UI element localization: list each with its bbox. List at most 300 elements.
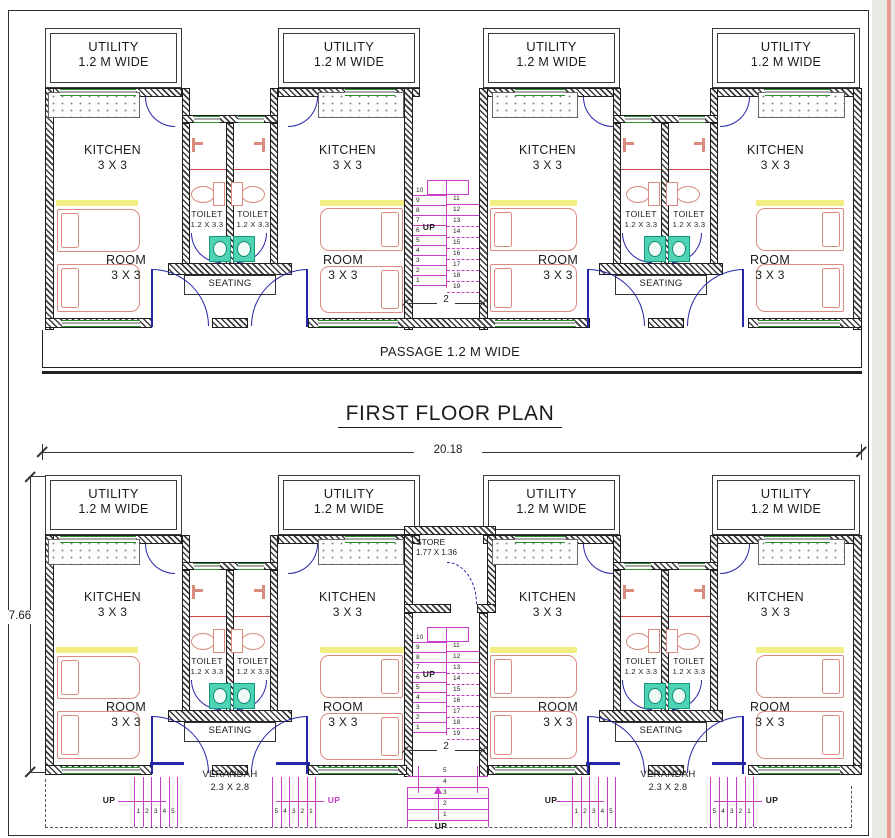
verandah-size-label bbox=[616, 782, 720, 794]
stair-step-line bbox=[413, 732, 447, 733]
room-label bbox=[312, 253, 374, 283]
stair-step-number: 8 bbox=[416, 207, 420, 214]
stair-step-line bbox=[413, 642, 447, 643]
window bbox=[62, 320, 140, 327]
stair-step-line bbox=[407, 809, 488, 810]
bed bbox=[320, 655, 403, 698]
verandah-size-label bbox=[178, 782, 282, 794]
bed bbox=[490, 208, 577, 251]
stair-step-line bbox=[447, 651, 479, 652]
stair-step-number: 13 bbox=[453, 217, 461, 224]
shelf bbox=[320, 647, 404, 653]
stair-step-number: 15 bbox=[453, 239, 461, 246]
stair-step-line bbox=[134, 777, 135, 827]
toilet-label bbox=[668, 655, 710, 677]
up-leader-line bbox=[118, 801, 166, 802]
stair-step-line bbox=[160, 777, 161, 827]
toilet-label bbox=[186, 655, 228, 677]
window bbox=[194, 563, 220, 570]
utility-name: UTILITY bbox=[526, 39, 577, 55]
stair-step-number: 3 bbox=[153, 807, 158, 815]
height-dim-line bbox=[30, 477, 31, 773]
toilet-size: 1.2 X 3.3 bbox=[672, 666, 706, 676]
page-edge bbox=[872, 0, 895, 838]
kitchen-name: KITCHEN bbox=[319, 589, 376, 604]
stair-flight-left bbox=[413, 633, 447, 733]
wc-toilet bbox=[676, 186, 700, 203]
wall bbox=[270, 123, 278, 265]
verandah-label bbox=[616, 769, 720, 781]
stair-step-number: 2 bbox=[416, 714, 420, 721]
wc-toilet bbox=[191, 633, 215, 650]
bed bbox=[756, 208, 844, 251]
stair-step-line bbox=[298, 777, 299, 827]
pillow bbox=[61, 268, 79, 308]
room-name: ROOM bbox=[537, 252, 579, 267]
stair-up-label: UP bbox=[422, 669, 436, 679]
stair-step-number: 5 bbox=[416, 684, 420, 691]
stair-step-line bbox=[589, 777, 590, 827]
kitchen-label bbox=[55, 589, 170, 621]
stair-step-line bbox=[151, 777, 152, 827]
kitchen-size: 3 X 3 bbox=[332, 605, 363, 620]
stair-step-number: 1 bbox=[416, 724, 420, 731]
seating-name: SEATING bbox=[208, 278, 252, 290]
kitchen-label bbox=[718, 142, 833, 174]
stair-step-number: 14 bbox=[453, 228, 461, 235]
stair-step-number: 3 bbox=[591, 807, 596, 815]
seating-label bbox=[184, 725, 276, 737]
seating-name: SEATING bbox=[639, 725, 683, 737]
kitchen-name: KITCHEN bbox=[519, 589, 576, 604]
stair-step-number: 2 bbox=[583, 807, 587, 815]
shower-tap bbox=[262, 585, 265, 599]
window bbox=[318, 320, 398, 327]
stair-step-line bbox=[169, 777, 170, 827]
wall bbox=[182, 123, 190, 265]
room-label bbox=[739, 700, 801, 730]
kitchen-name: KITCHEN bbox=[319, 142, 376, 157]
stair-width-dim: 2 bbox=[437, 294, 455, 307]
utility-name: UTILITY bbox=[760, 39, 812, 55]
room-size: 3 X 3 bbox=[111, 715, 141, 730]
stair-step-line bbox=[447, 248, 479, 249]
stair-flight-left bbox=[413, 186, 447, 286]
toilet-size: 1.2 X 3.3 bbox=[190, 219, 224, 229]
wall bbox=[45, 88, 54, 330]
stair-step-number: 17 bbox=[453, 708, 461, 715]
verandah-door-bar bbox=[276, 762, 310, 765]
shelf bbox=[490, 647, 577, 653]
bed bbox=[756, 655, 844, 698]
stair-step-number: 5 bbox=[274, 807, 279, 815]
stair-step-number: 1 bbox=[443, 811, 447, 818]
stair-step-number: 5 bbox=[416, 237, 420, 244]
stair-step-number: 10 bbox=[416, 634, 424, 641]
stair-step-line bbox=[447, 270, 479, 271]
toilet-name: TOILET bbox=[237, 209, 269, 219]
room-size: 3 X 3 bbox=[111, 268, 141, 283]
stair-step-line bbox=[572, 777, 573, 827]
window bbox=[515, 89, 565, 96]
utility-label bbox=[483, 38, 620, 72]
stair-step-number: 7 bbox=[416, 217, 420, 224]
stair-step-number: 1 bbox=[136, 807, 141, 815]
pillow bbox=[61, 715, 79, 755]
pillow bbox=[61, 660, 79, 695]
room-label bbox=[95, 700, 157, 730]
washbasin bbox=[209, 236, 231, 262]
shower-tap bbox=[192, 138, 195, 152]
kitchen-label bbox=[718, 589, 833, 621]
toilet-name: TOILET bbox=[191, 656, 223, 666]
stair-step-number: 3 bbox=[416, 704, 420, 711]
washbasin bbox=[644, 683, 666, 709]
pillow bbox=[822, 212, 840, 247]
stair-step-number: 2 bbox=[738, 807, 743, 815]
toilet-size: 1.2 X 3.3 bbox=[672, 219, 706, 229]
room-label bbox=[95, 253, 157, 283]
window bbox=[60, 89, 136, 96]
entrance-stair-edge bbox=[477, 766, 478, 793]
window bbox=[515, 536, 565, 543]
shelf bbox=[756, 200, 844, 206]
stair-step-line bbox=[447, 215, 479, 216]
shower-tap bbox=[702, 138, 705, 152]
kitchen-size: 3 X 3 bbox=[532, 158, 563, 173]
pillow bbox=[381, 212, 399, 247]
stair-step-line bbox=[413, 722, 447, 723]
toilet-label bbox=[668, 208, 710, 230]
room-name: ROOM bbox=[749, 252, 791, 267]
stair-step-line bbox=[447, 717, 479, 718]
window bbox=[238, 116, 264, 123]
kitchen-name: KITCHEN bbox=[519, 142, 576, 157]
entrance-stair-edge bbox=[418, 766, 419, 793]
stair-step-number: 2 bbox=[300, 807, 305, 815]
stair-step-number: 12 bbox=[453, 653, 461, 660]
passage-edge bbox=[42, 330, 43, 368]
stair-step-number: 3 bbox=[729, 807, 734, 815]
store-wall bbox=[404, 526, 496, 535]
verandah-name: VERANDAH bbox=[202, 769, 258, 781]
stair-step-number: 2 bbox=[145, 807, 149, 815]
shower-partition bbox=[621, 616, 661, 617]
shower-partition bbox=[234, 169, 270, 170]
shower-tap bbox=[623, 585, 626, 599]
entrance-stair-edge bbox=[407, 788, 408, 827]
stair-step-line bbox=[447, 706, 479, 707]
room-label bbox=[527, 700, 589, 730]
toilet-label bbox=[232, 208, 274, 230]
stair-step-line bbox=[307, 777, 308, 827]
window bbox=[318, 767, 398, 774]
toilet-name: TOILET bbox=[625, 209, 657, 219]
toilet-size: 1.2 X 3.3 bbox=[236, 666, 270, 676]
overall-height-dim: 7.66 bbox=[2, 610, 38, 624]
wc-toilet bbox=[626, 633, 650, 650]
stair-step-number: 1 bbox=[416, 277, 420, 284]
stair-step-number: 4 bbox=[416, 247, 420, 254]
passage-name: PASSAGE 1.2 M WIDE bbox=[379, 343, 521, 359]
bed bbox=[320, 208, 403, 251]
stair-step-number: 16 bbox=[453, 250, 461, 257]
verandah-door-bar bbox=[712, 762, 746, 765]
plot-boundary bbox=[851, 786, 852, 827]
shower-tap bbox=[623, 138, 626, 152]
kitchen-size: 3 X 3 bbox=[532, 605, 563, 620]
toilet-size: 1.2 X 3.3 bbox=[236, 219, 270, 229]
window bbox=[758, 320, 840, 327]
stair-step-line bbox=[447, 695, 479, 696]
up-arrow-line bbox=[438, 791, 439, 821]
room-name: ROOM bbox=[105, 699, 147, 714]
stair-step-line bbox=[598, 777, 599, 827]
pillow bbox=[61, 213, 79, 248]
utility-size: 1.2 M WIDE bbox=[750, 55, 822, 70]
wc-tank bbox=[231, 629, 243, 653]
wc-toilet bbox=[626, 186, 650, 203]
verandah-door-bar bbox=[150, 762, 184, 765]
toilet-name: TOILET bbox=[625, 656, 657, 666]
wc-toilet bbox=[241, 633, 265, 650]
stair-step-number: 9 bbox=[416, 644, 420, 651]
washbasin bbox=[209, 683, 231, 709]
utility-label bbox=[278, 485, 420, 519]
stair-step-line bbox=[447, 662, 479, 663]
stair-wall bbox=[404, 88, 413, 330]
stair-step-line bbox=[315, 777, 316, 827]
wc-tank bbox=[666, 629, 678, 653]
washbasin bbox=[233, 683, 255, 709]
bed bbox=[57, 209, 140, 252]
pillow bbox=[494, 268, 512, 308]
room-name: ROOM bbox=[322, 252, 364, 267]
stair-step-line bbox=[413, 285, 447, 286]
wall bbox=[270, 570, 278, 712]
wc-toilet bbox=[676, 633, 700, 650]
shower-tap bbox=[262, 138, 265, 152]
pillow bbox=[381, 659, 399, 694]
washbasin bbox=[644, 236, 666, 262]
up-leader-line bbox=[556, 801, 604, 802]
stair-step-line bbox=[727, 777, 728, 827]
utility-size: 1.2 M WIDE bbox=[750, 502, 822, 517]
wc-tank bbox=[231, 182, 243, 206]
stair-step-line bbox=[413, 195, 447, 196]
wall bbox=[613, 123, 621, 265]
stair-wall bbox=[404, 613, 413, 777]
stair-step-number: 2 bbox=[443, 800, 447, 807]
stair-step-line bbox=[745, 777, 746, 827]
entrance-stairs bbox=[407, 766, 488, 821]
utility-size: 1.2 M WIDE bbox=[78, 55, 149, 70]
plan-base-line-thick bbox=[42, 371, 862, 374]
kitchen-size: 3 X 3 bbox=[760, 605, 791, 620]
entrance-stair-edge bbox=[488, 788, 489, 827]
entry-up-label: UP bbox=[765, 795, 779, 805]
stair-step-line bbox=[447, 673, 479, 674]
stair-step-line bbox=[447, 292, 479, 293]
stair-step-line bbox=[753, 777, 754, 827]
wc-tank bbox=[213, 629, 225, 653]
utility-size: 1.2 M WIDE bbox=[516, 55, 587, 70]
wc-tank bbox=[648, 629, 660, 653]
wall bbox=[45, 535, 54, 775]
stair-step-line bbox=[413, 245, 447, 246]
verandah-name: VERANDAH bbox=[640, 769, 696, 781]
seating-wall bbox=[599, 263, 723, 275]
pillow bbox=[381, 717, 399, 756]
stair-step-line bbox=[447, 204, 479, 205]
window bbox=[765, 89, 830, 96]
toilet-size: 1.2 X 3.3 bbox=[624, 666, 658, 676]
stair-up-label: UP bbox=[422, 222, 436, 232]
toilet-name: TOILET bbox=[191, 209, 223, 219]
shower-tap bbox=[702, 585, 705, 599]
plan-title bbox=[150, 402, 750, 430]
shelf bbox=[490, 200, 577, 206]
stair-step-line bbox=[447, 226, 479, 227]
window bbox=[679, 563, 705, 570]
entry-up-label: UP bbox=[102, 795, 116, 805]
kitchen-name: KITCHEN bbox=[84, 142, 141, 157]
utility-label bbox=[712, 485, 860, 519]
utility-label bbox=[712, 38, 860, 72]
utility-size: 1.2 M WIDE bbox=[516, 502, 587, 517]
wc-tank bbox=[648, 182, 660, 206]
shelf bbox=[56, 647, 138, 653]
seating-label bbox=[615, 278, 707, 290]
stair-step-line bbox=[413, 235, 447, 236]
window bbox=[238, 563, 264, 570]
seating-name: SEATING bbox=[208, 725, 252, 737]
stair-step-line bbox=[413, 682, 447, 683]
utility-name: UTILITY bbox=[323, 39, 375, 55]
shelf bbox=[756, 647, 844, 653]
stair-step-number: 4 bbox=[443, 778, 447, 785]
stair-step-number: 5 bbox=[443, 767, 447, 774]
stair-step-number: 9 bbox=[416, 197, 420, 204]
room-label bbox=[312, 700, 374, 730]
utility-name: UTILITY bbox=[323, 486, 375, 502]
room-size: 3 X 3 bbox=[543, 715, 573, 730]
store-wall bbox=[404, 535, 413, 613]
room-label bbox=[739, 253, 801, 283]
stair-step-line bbox=[413, 255, 447, 256]
stair-step-number: 1 bbox=[309, 807, 313, 815]
kitchen-size: 3 X 3 bbox=[97, 158, 128, 173]
stair-step-line bbox=[407, 776, 488, 777]
plot-boundary bbox=[45, 779, 46, 827]
seating-label bbox=[615, 725, 707, 737]
verandah-size: 2.3 X 2.8 bbox=[648, 782, 688, 793]
utility-name: UTILITY bbox=[760, 486, 812, 502]
stair-step-line bbox=[447, 739, 479, 740]
shower-partition bbox=[190, 169, 226, 170]
utility-name: UTILITY bbox=[88, 39, 139, 55]
stair-flight-right bbox=[447, 194, 479, 293]
stair-step-line bbox=[607, 777, 608, 827]
bed bbox=[490, 655, 577, 698]
toilet-name: TOILET bbox=[673, 656, 705, 666]
utility-size: 1.2 M WIDE bbox=[78, 502, 149, 517]
washbasin bbox=[233, 236, 255, 262]
entrance-up-label: UP bbox=[434, 821, 448, 831]
stair-step-line bbox=[447, 684, 479, 685]
stair-step-number: 4 bbox=[283, 807, 287, 815]
stair-step-number: 3 bbox=[416, 257, 420, 264]
room-name: ROOM bbox=[749, 699, 791, 714]
wall bbox=[182, 570, 190, 712]
stair-step-line bbox=[413, 205, 447, 206]
kitchen-label bbox=[290, 589, 405, 621]
shower-partition bbox=[669, 169, 710, 170]
stair-flight-right bbox=[447, 641, 479, 740]
stair-step-number: 19 bbox=[453, 283, 461, 290]
stair-step-number: 10 bbox=[416, 187, 424, 194]
washbasin bbox=[668, 236, 690, 262]
utility-label bbox=[45, 485, 182, 519]
wall bbox=[710, 123, 718, 265]
dim-ext bbox=[30, 772, 46, 773]
kitchen-size: 3 X 3 bbox=[760, 158, 791, 173]
stair-step-line bbox=[447, 259, 479, 260]
utility-name: UTILITY bbox=[88, 486, 139, 502]
plan-base-line bbox=[42, 367, 862, 368]
stair-step-line bbox=[581, 777, 582, 827]
shelf bbox=[320, 200, 404, 206]
kitchen-label bbox=[490, 142, 605, 174]
entry-up-label: UP bbox=[544, 795, 558, 805]
up-leader-line bbox=[714, 801, 762, 802]
toilet-label bbox=[620, 208, 662, 230]
stair-step-number: 17 bbox=[453, 261, 461, 268]
stair-step-number: 5 bbox=[712, 807, 717, 815]
pillow bbox=[822, 715, 840, 755]
utility-label bbox=[483, 485, 620, 519]
pillow bbox=[822, 268, 840, 308]
seating-wall bbox=[599, 710, 723, 722]
stair-step-number: 14 bbox=[453, 675, 461, 682]
room-name: ROOM bbox=[105, 252, 147, 267]
stair-step-line bbox=[413, 692, 447, 693]
stair-step-line bbox=[289, 777, 290, 827]
wall bbox=[710, 570, 718, 712]
stair-step-number: 1 bbox=[574, 807, 579, 815]
toilet-size: 1.2 X 3.3 bbox=[190, 666, 224, 676]
stair-step-number: 19 bbox=[453, 730, 461, 737]
window bbox=[625, 116, 651, 123]
shelf bbox=[56, 200, 138, 206]
window bbox=[194, 116, 220, 123]
stair-step-number: 3 bbox=[291, 807, 296, 815]
stair-step-line bbox=[143, 777, 144, 827]
shower-partition bbox=[190, 616, 226, 617]
entry-up-label: UP bbox=[327, 795, 341, 805]
toilet-label bbox=[232, 655, 274, 677]
stair-step-line bbox=[413, 662, 447, 663]
pillow bbox=[494, 212, 512, 247]
stair-step-line bbox=[447, 728, 479, 729]
wall bbox=[853, 88, 862, 330]
room-size: 3 X 3 bbox=[755, 268, 785, 283]
pillow bbox=[494, 659, 512, 694]
utility-size: 1.2 M WIDE bbox=[313, 55, 385, 70]
window bbox=[495, 320, 575, 327]
kitchen-label bbox=[55, 142, 170, 174]
stair-step-line bbox=[413, 652, 447, 653]
